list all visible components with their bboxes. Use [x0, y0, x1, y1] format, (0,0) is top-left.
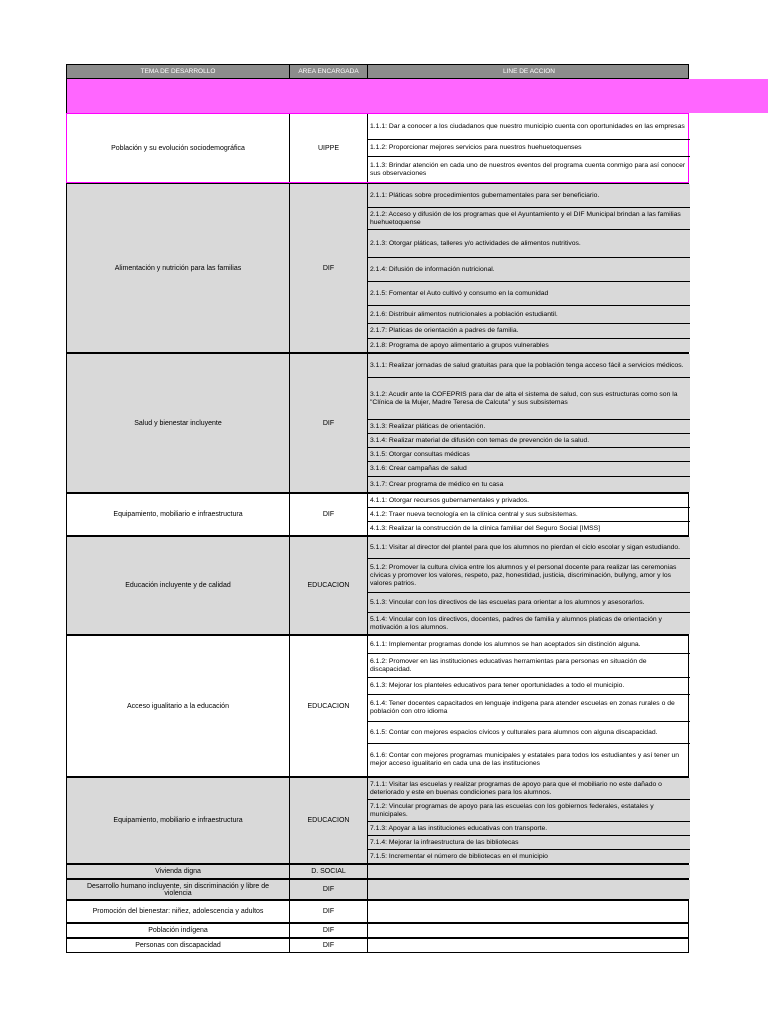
acciones-list	[368, 354, 690, 492]
table-row	[66, 536, 689, 635]
accion-item: 1.1.1: Dar a conocer a los ciudadanos que nuestro municipio cuenta con oportunidades en las empresas	[368, 114, 690, 140]
table-row	[66, 777, 689, 864]
table-row	[66, 879, 689, 900]
accion-cell	[368, 939, 690, 952]
table-row	[66, 900, 689, 923]
area-cell: UIPPE	[290, 114, 368, 182]
header-row	[66, 64, 689, 79]
accion-item: 7.1.4: Mejorar la infraestructura de las bibliotecas	[368, 836, 690, 850]
accion-item: 6.1.6: Contar con mejores programas municipales y estatales para todos los estudiantes y así tener un mejor acceso igualitario en cada una de las instituciones	[370, 752, 680, 767]
accion-item: 3.1.1: Realizar jornadas de salud gratuitas para que la población tenga acceso fácil a servicios médicos.	[368, 354, 690, 378]
header-linea: LINE DE ACCION	[502, 68, 555, 75]
area-cell: EDUCACION	[290, 537, 368, 634]
pillar-title: PILAR 1 SOCIAL: MUNICIPIO SOCIALMENTE RESPONSABLE, SOLIDARIO E INCL	[441, 12, 690, 19]
accion-item: 3.1.2: Acudir ante la COFEPRIS para dar de alta el sistema de salud, con sus estructuras como son la "Clínica de la Mujer, Madre Teresa de Calcuta" y sus subsistemas	[368, 378, 690, 420]
acciones-list	[368, 494, 690, 535]
acciones-list	[368, 778, 690, 863]
table-row	[66, 493, 689, 536]
accion-item: 7.1.3: Apoyar a las instituciones educativas con transporte.	[368, 822, 690, 836]
accion-item: 1.1.2: Proporcionar mejores servicios para nuestros huehuetoquenses	[368, 140, 690, 157]
acciones-list	[368, 537, 690, 634]
area-cell: DIF	[290, 494, 368, 535]
accion-item: 5.1.1: Visitar al director del plantel para que los alumnos no pierdan el ciclo escolar y sigan estudiando.	[368, 537, 690, 559]
accion-item: 2.1.4: Difusión de información nutricional.	[368, 258, 690, 282]
table-row	[66, 113, 689, 183]
tema-cell: Alimentación y nutrición para las familias	[67, 184, 290, 352]
accion-item: 7.1.1: Visitar las escuelas y realizar programas de apoyo para que el mobiliario no este dañado o deteriorado y este en buenas condiciones para los alumnos.	[368, 778, 690, 800]
accion-item: 1.1.3: Brindar atención en cada uno de nuestros eventos del programa cuenta conmigo para así conocer sus observaciones	[370, 161, 686, 177]
accion-item: 3.1.3: Realizar pláticas de orientación.	[368, 420, 690, 434]
tema-cell: Salud y bienestar incluyente	[67, 354, 290, 492]
table-row	[66, 923, 689, 938]
accion-item: 6.1.3: Mejorar los planteles educativos para tener oportunidades a todo el municipio.	[368, 678, 690, 695]
tema-cell: Población indígena	[67, 924, 290, 937]
table-row	[66, 938, 689, 953]
accion-item: 2.1.8: Programa de apoyo alimentario a grupos vulnerables	[370, 341, 549, 349]
accion-item: 4.1.3: Realizar la construcción de la clínica familiar del Seguro Social [IMSS]	[370, 524, 601, 532]
tema-cell: Personas con discapacidad	[67, 939, 290, 952]
table-row	[66, 183, 689, 353]
header-area: AREA ENCARGADA	[290, 65, 368, 78]
accion-item: 3.1.5: Otorgar consultas médicas	[368, 448, 690, 462]
accion-item: 5.1.4: Vincular con los directivos, docentes, padres de familia y alumnos platicas de orientación y motivación a los alumnos.	[370, 615, 662, 631]
table-row	[66, 635, 689, 777]
area-cell: DIF	[290, 924, 368, 937]
accion-item: 7.1.5: Incrementar el número de bibliotecas en el municipio	[370, 852, 548, 860]
tema-cell: Acceso igualitario a la educación	[67, 636, 290, 776]
accion-item: 2.1.3: Otorgar pláticas, talleres y/o actividades de alimentos nutritivos.	[368, 230, 690, 258]
table-row	[66, 353, 689, 493]
acciones-list	[368, 636, 690, 776]
accion-item: 2.1.1: Pláticas sobre procedimientos gubernamentales para ser beneficiario.	[368, 184, 690, 208]
accion-item: 2.1.6: Distribuir alimentos nutricionales a población estudiantil.	[368, 306, 690, 324]
acciones-list	[368, 114, 690, 182]
accion-item: 3.1.7: Crear programa de médico en tu casa	[370, 480, 504, 488]
table-row	[66, 864, 689, 879]
accion-cell	[368, 865, 690, 878]
accion-item: 2.1.7: Platicas de orientación a padres de familia.	[368, 324, 690, 339]
accion-item: 4.1.1: Otorgar recursos gubernamentales y privados.	[368, 494, 690, 508]
accion-item: 6.1.2: Promover en las instituciones educativas herramientas para personas en situación de discapacidad.	[368, 654, 690, 678]
accion-item: 2.1.5: Fomentar el Auto cultivó y consumo en la comunidad	[368, 282, 690, 306]
area-cell: DIF	[290, 939, 368, 952]
accion-cell	[368, 880, 690, 899]
area-cell: EDUCACION	[290, 778, 368, 863]
acciones-list	[368, 184, 690, 352]
accion-item: 7.1.2: Vincular programas de apoyo para las escuelas con los gobiernos federales, estatales y municipales.	[368, 800, 690, 822]
accion-item: 6.1.4: Tener docentes capacitados en lenguaje indígena para atender escuelas en zonas rurales o de población con otro idioma	[368, 695, 690, 722]
header-tema: TEMA DE DESARROLLO	[67, 65, 290, 78]
tema-cell: Educación incluyente y de calidad	[67, 537, 290, 634]
area-cell: DIF	[290, 354, 368, 492]
tema-cell: Población y su evolución sociodemográfica	[67, 114, 290, 182]
area-cell: EDUCACION	[290, 636, 368, 776]
area-cell: DIF	[290, 184, 368, 352]
accion-item: 2.1.2: Acceso y difusión de los programas que el Ayuntamiento y el DIF Municipal brindan a las familias huehuetoquense	[368, 208, 690, 230]
accion-item: 6.1.5: Contar con mejores espacios cívicos y culturales para alumnos con alguna discapacidad.	[368, 722, 690, 744]
accion-item: 5.1.2: Promover la cultura cívica entre los alumnos y el personal docente para realizar las ceremonias cívicas y promover los valores, respeto, paz, honestidad, justicia, discriminación, bullyng, amor y los valores patrios.	[368, 559, 690, 593]
area-cell: DIF	[290, 901, 368, 922]
accion-item: 5.1.3: Vincular con los directivos de las escuelas para orientar a los alumnos y asesorarlos.	[368, 593, 690, 613]
accion-item: 3.1.4: Realizar material de difusión con temas de prevención de la salud.	[368, 434, 690, 448]
tema-cell: Desarrollo humano incluyente, sin discriminación y libre de violencia	[67, 880, 290, 899]
tema-cell: Promoción del bienestar: niñez, adolescencia y adultos	[67, 901, 290, 922]
accion-cell	[368, 901, 690, 922]
accion-item: 4.1.2: Traer nueva tecnología en la clínica central y sus subsistemas.	[368, 508, 690, 522]
area-cell: DIF	[290, 880, 368, 899]
area-cell: D. SOCIAL	[290, 865, 368, 878]
accion-item: 6.1.1: Implementar programas donde los alumnos se han aceptados sin distinción alguna.	[368, 636, 690, 654]
accion-item: 3.1.6: Crear campañas de salud	[368, 462, 690, 477]
tema-cell: Vivienda digna	[67, 865, 290, 878]
accion-cell	[368, 924, 690, 937]
tema-cell: Equipamiento, mobiliario e infraestructura	[67, 494, 290, 535]
tema-cell: Equipamiento, mobiliario e infraestructura	[67, 778, 290, 863]
